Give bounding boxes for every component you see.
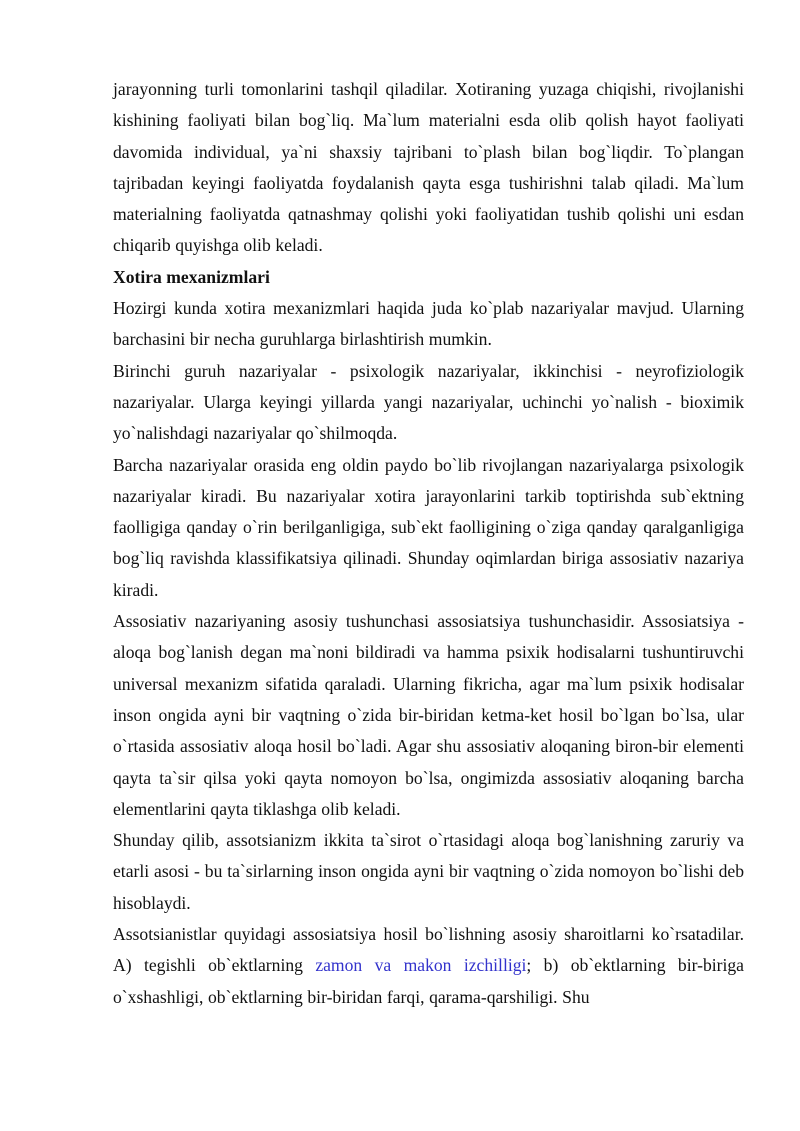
- paragraph-theory-groups: Birinchi guruh nazariyalar - psixologik nazariyalar, ikkinchisi - neyrofiziologik nazariyalar. Ularga keyingi yillarda yangi nazariyalar, uchinchi yo`nalish - bioximik yo`nalishdagi nazariyalar qo`shilmoqda.: [113, 360, 744, 444]
- paragraph-association-conditions: [113, 919, 744, 1013]
- paragraph-text-before-link: Assotsianistlar quyidagi assosiatsiya hosil bo`lishning asosiy sharoitlarni ko`rsatadilar. A) tegishli ob`ektlarning: [113, 924, 744, 976]
- paragraph-associationism-conclusion: Shunday qilib, assotsianizm ikkita ta`sirot o`rtasidagi aloqa bog`lanishning zaruriy va etarli asosi - bu ta`sirlarning inson ongida ayni bir vaqtning o`zida nomoyon bo`lishi deb hisoblaydi.: [113, 830, 744, 913]
- inline-link-zamon-va-makon-izchilligi[interactable]: zamon va makon izchilligi: [315, 955, 527, 976]
- heading-xotira-mexanizmlari: Xotira mexanizmlari: [113, 266, 270, 287]
- paragraph-psychological-theories: Barcha nazariyalar orasida eng oldin paydo bo`lib rivojlangan nazariyalarga psixologik nazariyalar kiradi. Bu nazariyalar xotira jarayonlarini tarkib toptirishda sub`ektning faolligiga qanday o`rin berilganligiga, sub`ekt faolligining o`ziga qanday qaralganligiga bog`liq ravishda klassifikatsiya qilinadi. Shunday oqimlardan biriga assosiativ nazariya kiradi.: [113, 454, 744, 600]
- paragraph-text-after-link: ; b) ob`ektlarning bir-biriga o`xshashligi, ob`ektlarning bir-biridan farqi, qarama-qarshiligi. Shu: [113, 955, 744, 1007]
- document-text-column: [113, 74, 744, 1013]
- paragraph-associative-theory: Assosiativ nazariyaning asosiy tushunchasi assosiatsiya tushunchasidir. Assosiatsiya - aloqa bog`lanish degan ma`noni bildiradi va hamma psixik hodisalarni tushuntiruvchi universal mexanizm sifatida qaraladi. Ularning fikricha, agar ma`lum psixik hodisalar inson ongida ayni bir vaqtning o`zida bir-biridan ketma-ket hosil bo`lgan bo`lsa, ular o`rtasida assosiativ aloqa hosil bo`ladi. Agar shu assosiativ aloqaning biron-bir elementi qayta ta`sir qilsa yoki qayta nomoyon bo`lsa, ongimizda assosiativ aloqaning barcha elementlarini qayta tiklashga olib keladi.: [113, 611, 744, 819]
- paragraph-memory-theories-overview: Hozirgi kunda xotira mexanizmlari haqida juda ko`plab nazariyalar mavjud. Ularning barchasini bir necha guruhlarga birlashtirish mumkin.: [113, 298, 744, 350]
- paragraph-intro-memory-process: jarayonning turli tomonlarini tashqil qiladilar. Xotiraning yuzaga chiqishi, rivojlanishi kishining faoliyati bilan bog`liq. Ma`lum materialni esda olib qolish hayot faoliyati davomida individual, ya`ni shaxsiy tajribani to`plash bilan bog`liqdir. To`plangan tajribadan keyingi faoliyatda foydalanish qayta esga tushirishni talab qiladi. Ma`lum materialning faoliyatda qatnashmay qolishi yoki faoliyatidan tushib qolishi uni esdan chiqarib quyishga olib keladi.: [113, 79, 744, 256]
